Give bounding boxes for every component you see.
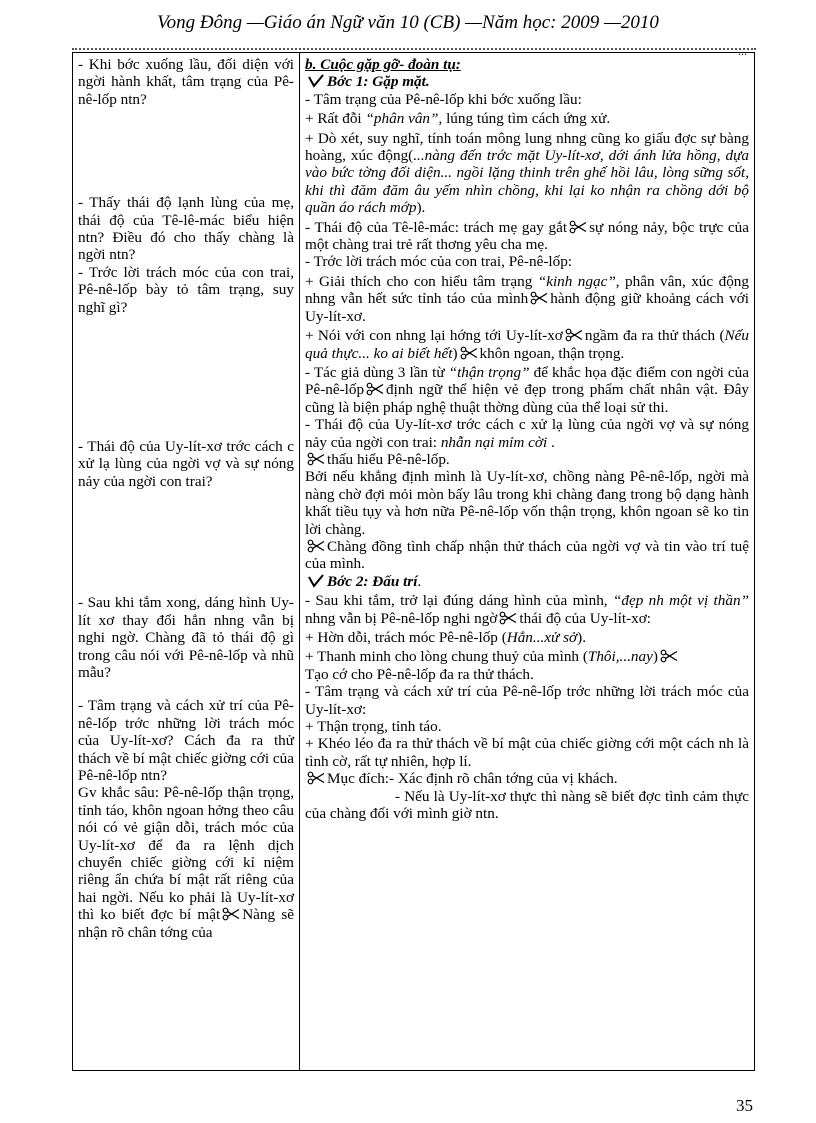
content-line: - Thái độ của Tê-lê-mác: trách mẹ gay gắt sự nóng nảy, bộc trực của một chàng trai trẻ rất thơng yêu cha mẹ. <box>305 218 749 254</box>
scissors-icon <box>307 452 325 466</box>
content-column <box>300 53 755 1071</box>
scissors-icon <box>569 220 587 234</box>
content-line: - Nếu là Uy-lít-xơ thực thì nàng sẽ biết đợc tình cảm thực của chàng đối với mình giờ ntn. <box>305 787 749 823</box>
content-line: - Tâm trạng của Pê-nê-lốp khi bớc xuống lầu: <box>305 90 582 108</box>
lesson-table <box>72 52 755 1071</box>
header-dotted-rule <box>72 38 756 50</box>
check-arrow-icon <box>307 574 325 588</box>
content-line: Bởi nếu khẳng định mình là Uy-lít-xơ, chồng nàng Pê-nê-lốp, ngời mà nàng chờ đợi mỏi mòn bấy lâu trong khi chàng đang trong bộ dạng hành khất tiều tụy và hơn nữa Pê-nê-lốp vốn thận trọng, khôn ngoan sẽ ko tin lời chàng. <box>305 468 749 538</box>
content-line: - Thái độ của Uy-lít-xơ trớc cách c xử lạ lùng của ngời vợ và sự nóng nảy của ngời con trai: nhẫn nại mỉm cời . <box>305 416 749 451</box>
content-line: + Nói với con nhng lại hớng tới Uy-lít-xơ ngầm đa ra thử thách (Nếu quả thực... ko ai biết hết) khôn ngoan, thận trọng. <box>305 327 749 362</box>
scissors-icon <box>565 328 583 342</box>
page-number: 35 <box>736 1096 753 1115</box>
section-title: b. Cuộc gặp gỡ- đoàn tụ: <box>305 56 461 73</box>
scissors-icon <box>499 611 517 625</box>
question-2: - Thấy thái độ lạnh lùng của mẹ, thái độ của Tê-lê-mác biểu hiện ntn? Điều đó cho thấy chàng là ngời ntn? <box>78 194 294 264</box>
question-4: - Thái độ của Uy-lít-xơ trớc cách c xử lạ lùng của ngời vợ và sự nóng nảy của ngời con trai? <box>78 438 294 490</box>
content-line: Mục đích:- Xác định rõ chân tớng của vị khách. <box>305 770 749 787</box>
scissors-icon <box>307 771 325 785</box>
question-column <box>73 53 300 1071</box>
content-line: + Rất đỗi “phân vân”, lúng túng tìm cách ứng xử. <box>305 110 611 128</box>
scissors-icon <box>660 649 678 663</box>
content-line: + Thanh minh cho lòng chung thuỷ của mình (Thôi,...nay) Tạo cớ cho Pê-nê-lốp đa ra thử thách. <box>305 648 749 683</box>
content-line: - Trớc lời trách móc của con trai, Pê-nê-lốp: <box>305 253 573 271</box>
content-line: - Tâm trạng và cách xử trí của Pê-nê-lốp trớc những lời trách móc của Uy-lít-xơ: <box>305 683 749 718</box>
content-line: + Khéo léo đa ra thử thách về bí mật của chiếc giờng cới một cách nh là tình cờ, rất tự nhiên, hợp lí. <box>305 735 749 770</box>
content-line: thấu hiểu Pê-nê-lốp. <box>305 451 749 468</box>
content-line: + Hờn dỗi, trách móc Pê-nê-lốp (Hẳn...xử sở). <box>305 629 586 646</box>
scissors-icon <box>222 907 240 921</box>
question-3: - Trớc lời trách móc của con trai, Pê-nê-lốp bày tỏ tâm trạng, suy nghĩ gì? <box>78 263 294 316</box>
content-line: + Giải thích cho con hiểu tâm trạng “kinh ngạc”, phân vân, xúc động nhng vẫn hết sức tỉnh táo của mình hành động giữ khoảng cách với Uy-lít-xơ. <box>305 272 749 325</box>
content-line: Chàng đồng tình chấp nhận thử thách của ngời vợ và tin vào trí tuệ của mình. <box>305 537 749 573</box>
check-arrow-icon <box>307 74 325 88</box>
teacher-note: Gv khắc sâu: Pê-nê-lốp thận trọng, tỉnh táo, khôn ngoan hởng theo câu nói có vẻ giận dỗi, trách móc của Uy-lít-xơ để đa ra lệnh dịch chuyển chiếc giờng cới kỉ niệm riêng ẩn chứa bí mật rất riêng của hai ngời. Nếu ko phải là Uy-lít-xơ thì ko biết đợc bí mật Nàng sẽ nhận rõ chân tớng của <box>78 784 294 941</box>
content-line: + Thận trọng, tỉnh táo. <box>305 718 442 736</box>
scissors-icon <box>460 346 478 360</box>
step-1-heading: Bớc 1: Gặp mặt. <box>305 73 749 90</box>
scissors-icon <box>307 539 325 553</box>
question-6: - Tâm trạng và cách xử trí của Pê-nê-lốp trớc những lời trách móc của Uy-lít-xơ? Cách đa ra thử thách về bí mật chiếc giờng cới của Pê-nê-lốp ntn? <box>78 697 294 784</box>
content-line: + Dò xét, suy nghĩ, tính toán mông lung nhng cũng ko giấu đợc sự bàng hoàng, xúc động(...nàng đến trớc mặt Uy-lít-xơ, dới ánh lửa hồng, dựa vào bức tờng đối diện... ngồi lặng thinh trên ghế hồi lâu, lòng sững sốt, khi thì đăm đăm âu yếm nhìn chồng, khi lại ko nhận ra chồng dới bộ quần áo rách mớp). <box>305 129 749 217</box>
page-header: Vong Đông —Giáo án Ngữ văn 10 (CB) —Năm học: 2009 —2010 <box>157 12 659 33</box>
header-dots-tail: ... <box>738 44 747 58</box>
question-1: - Khi bớc xuống lầu, đối diện với ngời hành khất, tâm trạng của Pê-nê-lốp ntn? <box>78 56 294 108</box>
scissors-icon <box>530 291 548 305</box>
step-2-heading: Bớc 2: Đấu trí. <box>305 573 749 590</box>
content-line: - Sau khi tắm, trở lại đúng dáng hình của mình, “đẹp nh một vị thần” nhng vẫn bị Pê-nê-lốp nghi ngờ thái độ của Uy-lít-xơ: <box>305 592 749 627</box>
scissors-icon <box>366 382 384 396</box>
content-line: - Tác giả dùng 3 lần từ “thận trọng” để khắc họa đặc điểm con ngời của Pê-nê-lốp định ngữ thể hiện vẻ đẹp trong phẩm chất nhân vật. Đây cũng là biện pháp nghệ thuật thờng dùng của thể loại sử thi. <box>305 363 749 416</box>
question-5: - Sau khi tắm xong, dáng hình Uy-lít xơ thay đổi hẳn nhng vẫn bị nghi ngờ. Chàng đã tỏ thái độ gì trong câu nói với Pê-nê-lốp và nhũ mẫu? <box>78 594 294 681</box>
